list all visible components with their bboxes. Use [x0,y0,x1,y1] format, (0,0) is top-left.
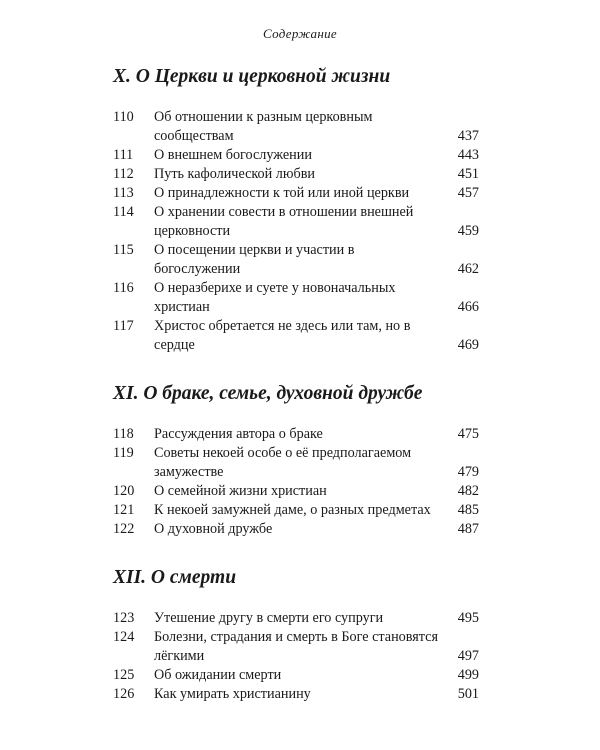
entry-title: О неразберихе и суете у новоначальных христиан [154,280,396,315]
entry-number: 119 [113,445,134,461]
entry-title: Об ожидании смерти [154,667,282,683]
entry-page: 459 [457,223,479,239]
entry-page: 499 [457,667,479,683]
toc-entry[interactable] [113,146,479,165]
entry-title: О принадлежности к той или иной церкви [154,185,410,201]
entry-title: Христос обретается не здесь или там, но в сердце [154,318,411,353]
entry-page: 469 [457,337,479,353]
entry-number: 126 [113,686,135,702]
entry-page: 457 [457,185,479,201]
table-of-contents [113,66,479,732]
entry-page: 462 [457,261,479,277]
toc-section [113,567,479,704]
entry-page: 466 [457,299,479,315]
entry-number: 123 [113,610,135,626]
entry-title: О семейной жизни христиан [154,483,327,499]
entry-page: 482 [457,483,479,499]
entry-number: 125 [113,667,135,683]
section-title: XI. О браке, семье, духовной дружбе [113,383,423,404]
toc-entry[interactable] [113,317,479,355]
entry-number: 118 [113,426,134,442]
entry-number: 120 [113,483,135,499]
toc-entry[interactable] [113,165,479,184]
entry-number: 111 [113,147,134,163]
entry-title: Болезни, страдания и смерть в Боге становятся лёгкими [154,629,439,664]
entry-number: 122 [113,521,135,537]
entry-page: 479 [457,464,479,480]
toc-entry[interactable] [113,482,479,501]
entry-page: 451 [457,166,479,182]
entry-title: О внешнем богослужении [154,147,312,163]
entry-number: 114 [113,204,134,220]
entry-list [113,425,479,539]
entry-page: 485 [457,502,479,518]
entry-title: Как умирать христианину [154,686,311,702]
entry-page: 497 [457,648,479,664]
entry-title: Рассуждения автора о браке [154,426,323,442]
toc-entry[interactable] [113,108,479,146]
entry-number: 112 [113,166,134,182]
entry-number: 116 [113,280,134,296]
section-title: XII. О смерти [113,567,237,588]
toc-entry[interactable] [113,520,479,539]
entry-number: 110 [113,109,134,125]
toc-section [113,383,479,539]
entry-list [113,609,479,704]
toc-section [113,66,479,355]
entry-title: О духовной дружбе [154,521,273,537]
entry-list [113,108,479,355]
toc-entry[interactable] [113,241,479,279]
entry-title: О посещении церкви и участии в богослужении [154,242,355,277]
toc-entry[interactable] [113,666,479,685]
entry-title: Утешение другу в смерти его супруги [154,610,384,626]
entry-page: 487 [457,521,479,537]
toc-entry[interactable] [113,425,479,444]
toc-entry[interactable] [113,279,479,317]
toc-entry[interactable] [113,184,479,203]
running-head: Содержание [263,26,337,41]
entry-title: О хранении совести в отношении внешней церковности [154,204,414,239]
entry-page: 475 [457,426,479,442]
entry-title: К некоей замужней даме, о разных предметах [154,502,431,518]
entry-number: 115 [113,242,134,258]
section-title: X. О Церкви и церковной жизни [113,66,391,87]
entry-number: 121 [113,502,135,518]
toc-entry[interactable] [113,501,479,520]
entry-page: 495 [457,610,479,626]
toc-entry[interactable] [113,609,479,628]
toc-entry[interactable] [113,203,479,241]
entry-page: 501 [457,686,479,702]
toc-entry[interactable] [113,628,479,666]
entry-title: Путь кафолической любви [154,166,315,182]
entry-title: Об отношении к разным церковным сообществам [154,109,373,144]
entry-title: Советы некоей особе о её предполагаемом замужестве [154,445,412,480]
entry-number: 117 [113,318,134,334]
entry-number: 113 [113,185,134,201]
entry-page: 443 [457,147,479,163]
toc-entry[interactable] [113,444,479,482]
entry-number: 124 [113,629,135,645]
toc-entry[interactable] [113,685,479,704]
entry-page: 437 [457,128,479,144]
